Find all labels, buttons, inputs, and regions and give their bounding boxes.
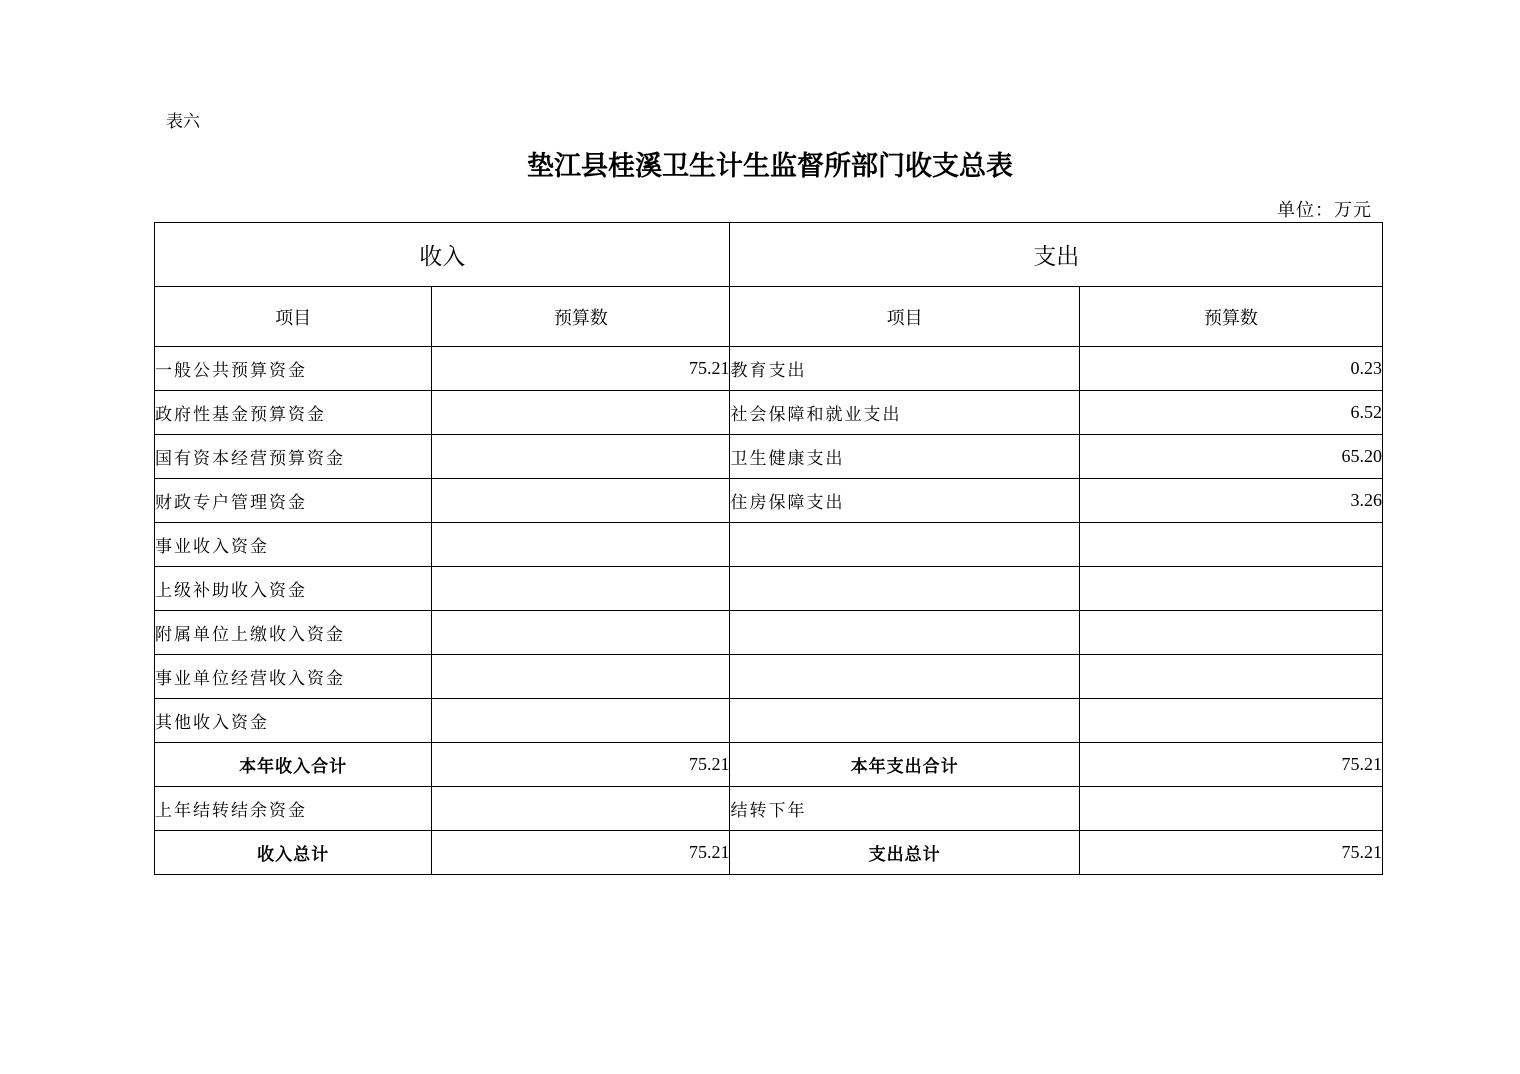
expense-value <box>1079 523 1382 567</box>
grand-expense-total-label: 支出总计 <box>730 831 1079 875</box>
income-value <box>432 611 730 655</box>
expense-value <box>1079 567 1382 611</box>
year-income-total-value: 75.21 <box>432 743 730 787</box>
table-row <box>155 567 1383 611</box>
table-row <box>155 479 1383 523</box>
expense-section-header: 支出 <box>730 223 1383 287</box>
income-item: 政府性基金预算资金 <box>155 391 432 435</box>
income-item-column-header: 项目 <box>155 287 432 347</box>
grand-expense-total-value: 75.21 <box>1079 831 1382 875</box>
income-value <box>432 435 730 479</box>
table-row <box>155 655 1383 699</box>
year-total-row <box>155 743 1383 787</box>
expense-value <box>1079 611 1382 655</box>
income-item: 国有资本经营预算资金 <box>155 435 432 479</box>
year-expense-total-label: 本年支出合计 <box>730 743 1079 787</box>
carryover-row <box>155 787 1383 831</box>
year-income-total-label: 本年收入合计 <box>155 743 432 787</box>
income-item: 事业收入资金 <box>155 523 432 567</box>
expense-item <box>730 567 1079 611</box>
grand-income-total-value: 75.21 <box>432 831 730 875</box>
expense-item <box>730 699 1079 743</box>
expense-item: 教育支出 <box>730 347 1079 391</box>
income-item: 事业单位经营收入资金 <box>155 655 432 699</box>
income-item: 财政专户管理资金 <box>155 479 432 523</box>
carryover-expense-item: 结转下年 <box>730 787 1079 831</box>
income-value <box>432 655 730 699</box>
income-item: 附属单位上缴收入资金 <box>155 611 432 655</box>
expense-value: 3.26 <box>1079 479 1382 523</box>
income-value <box>432 699 730 743</box>
unit-label: 单位：万元 <box>1277 200 1372 221</box>
expense-item: 社会保障和就业支出 <box>730 391 1079 435</box>
income-value <box>432 391 730 435</box>
expense-value <box>1079 699 1382 743</box>
expense-item <box>730 655 1079 699</box>
income-budget-column-header: 预算数 <box>432 287 730 347</box>
carryover-expense-value <box>1079 787 1382 831</box>
expense-value: 0.23 <box>1079 347 1382 391</box>
expense-budget-column-header: 预算数 <box>1079 287 1382 347</box>
grand-total-row <box>155 831 1383 875</box>
income-value <box>432 523 730 567</box>
year-expense-total-value: 75.21 <box>1079 743 1382 787</box>
carryover-income-item: 上年结转结余资金 <box>155 787 432 831</box>
expense-item-column-header: 项目 <box>730 287 1079 347</box>
carryover-income-value <box>432 787 730 831</box>
expense-value: 65.20 <box>1079 435 1382 479</box>
expense-value <box>1079 655 1382 699</box>
table-row <box>155 435 1383 479</box>
table-row <box>155 347 1383 391</box>
income-item: 一般公共预算资金 <box>155 347 432 391</box>
expense-item <box>730 611 1079 655</box>
expense-item: 卫生健康支出 <box>730 435 1079 479</box>
grand-income-total-label: 收入总计 <box>155 831 432 875</box>
expense-value: 6.52 <box>1079 391 1382 435</box>
income-item: 其他收入资金 <box>155 699 432 743</box>
document-label: 表六 <box>166 112 200 132</box>
table-row <box>155 523 1383 567</box>
budget-table <box>154 222 1383 875</box>
expense-item <box>730 523 1079 567</box>
income-value <box>432 567 730 611</box>
income-value <box>432 479 730 523</box>
expense-item: 住房保障支出 <box>730 479 1079 523</box>
table-row <box>155 699 1383 743</box>
page-title: 垫江县桂溪卫生计生监督所部门收支总表 <box>527 151 1013 182</box>
income-item: 上级补助收入资金 <box>155 567 432 611</box>
table-row <box>155 391 1383 435</box>
income-value: 75.21 <box>432 347 730 391</box>
income-section-header: 收入 <box>155 223 730 287</box>
table-row <box>155 611 1383 655</box>
